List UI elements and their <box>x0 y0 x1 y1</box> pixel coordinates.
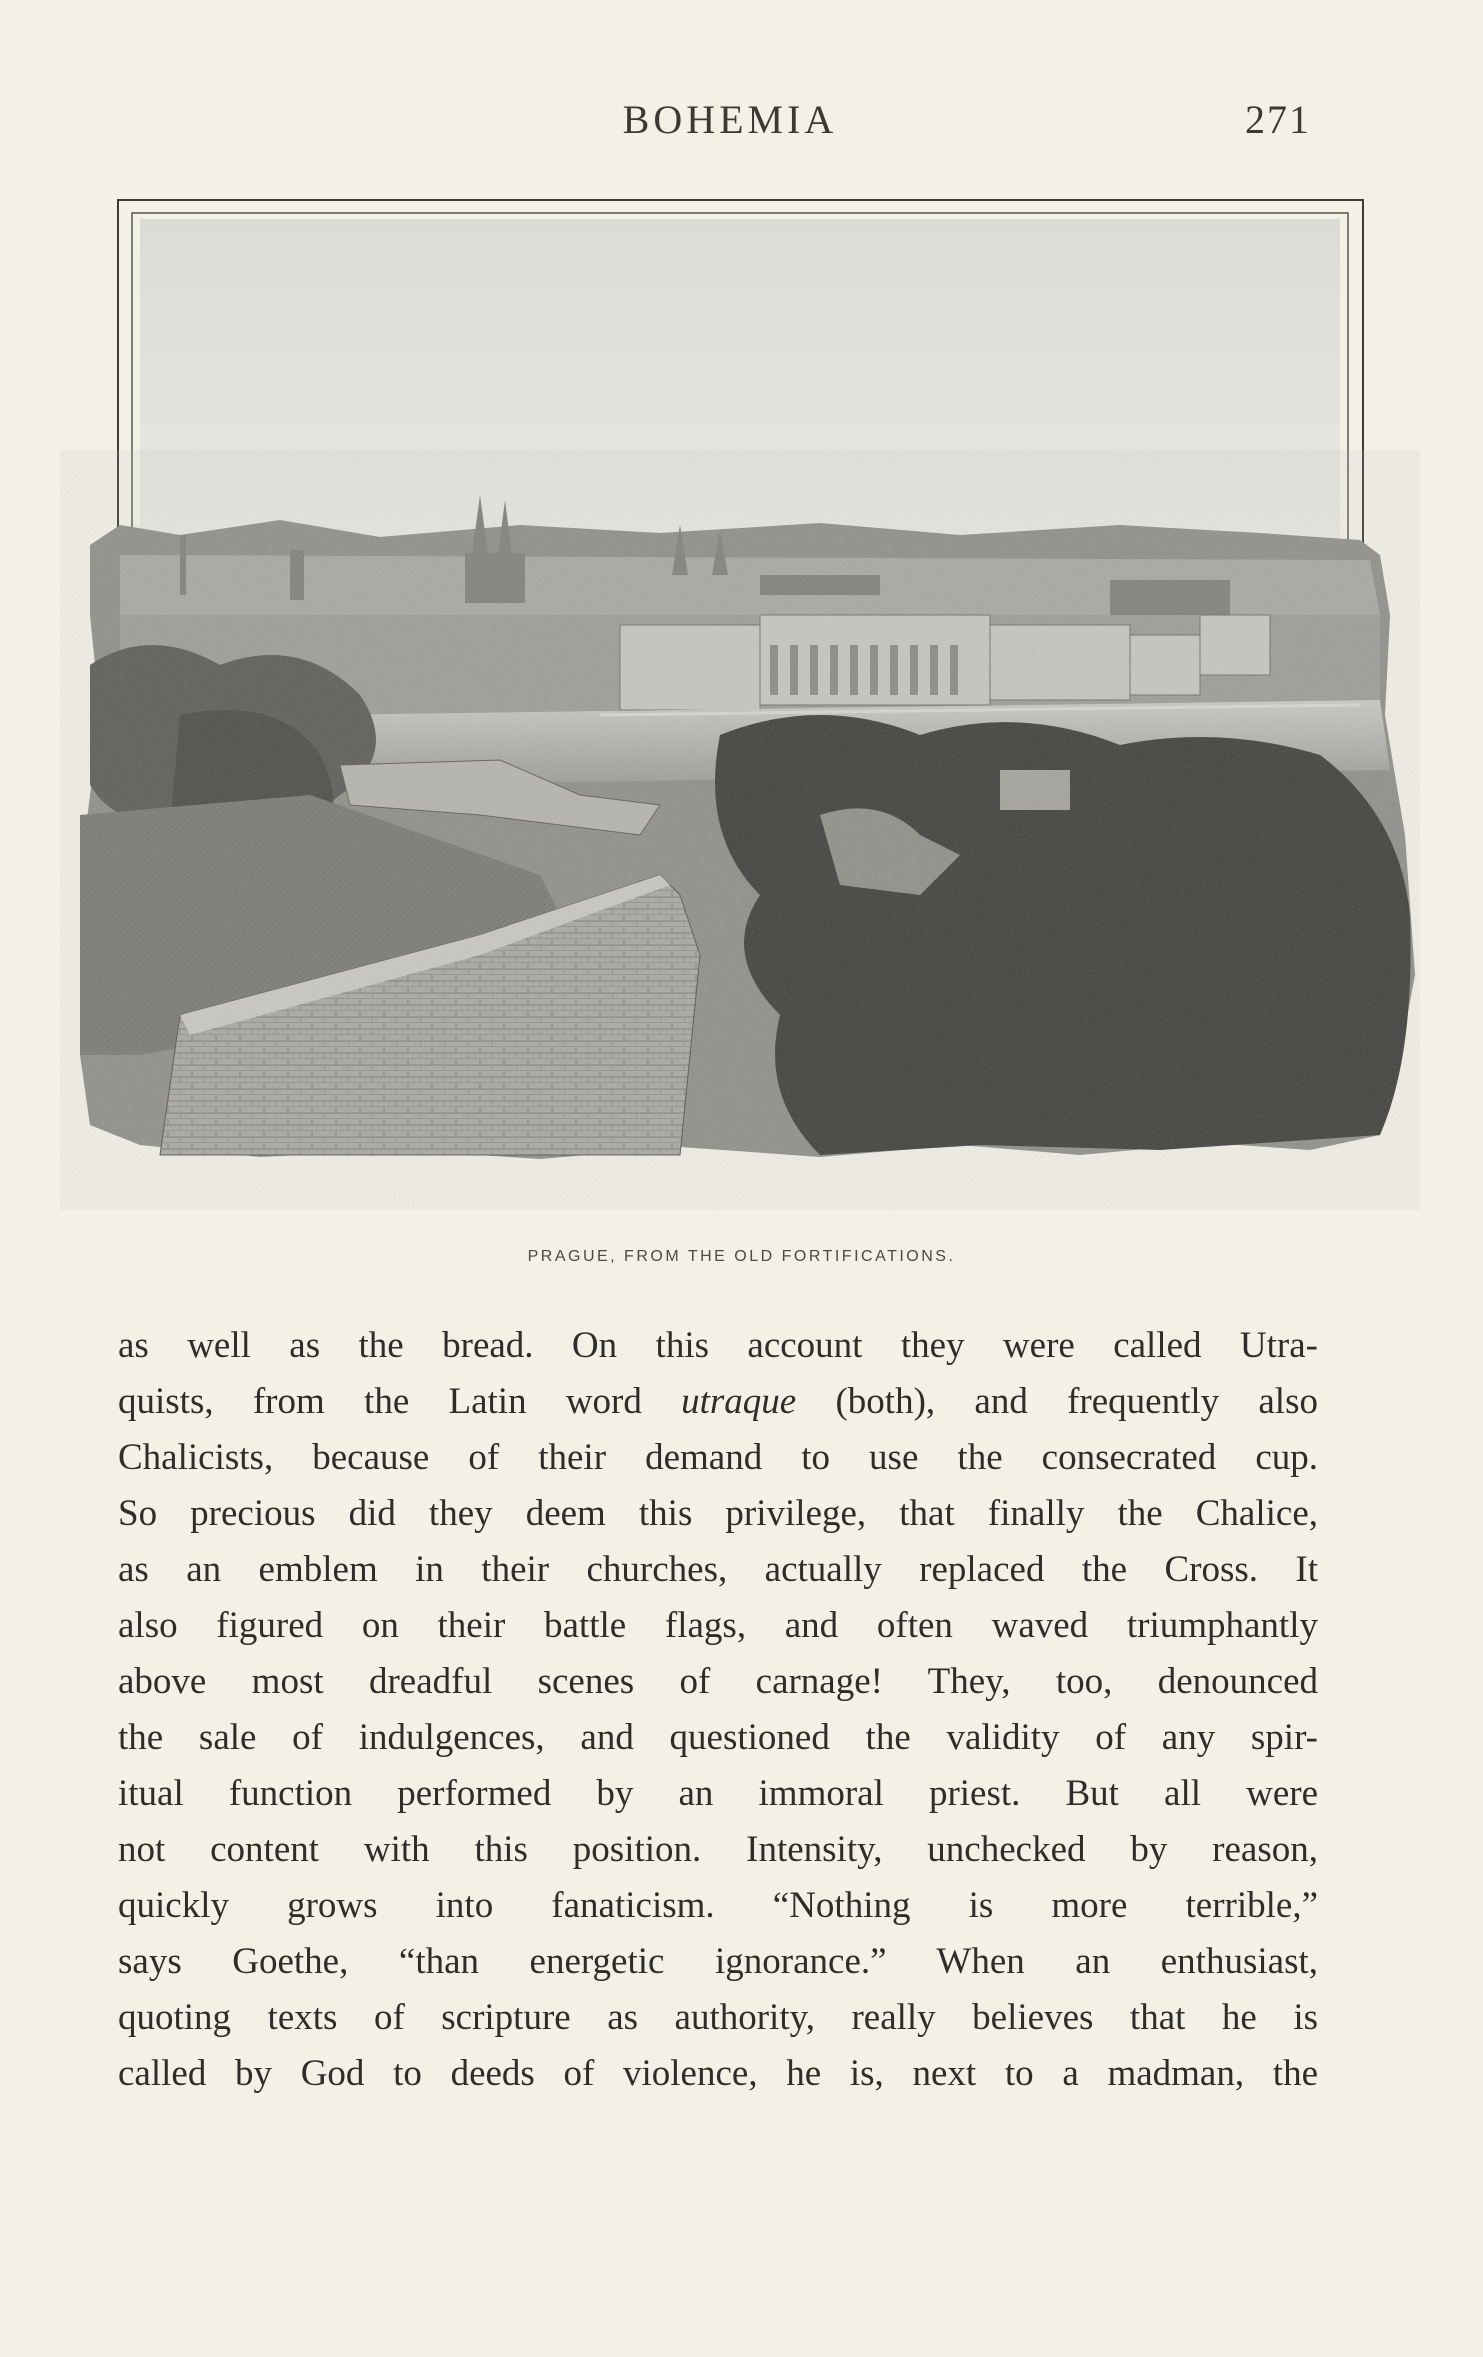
text-line: also figured on their battle flags, and often waved triumphantly <box>118 1605 1318 1646</box>
text-line: So precious did they deem this privilege, that finally the Chalice, <box>118 1493 1318 1534</box>
text-line: above most dreadful scenes of carnage! They, too, denounced <box>118 1661 1318 1702</box>
text-line: the sale of indulgences, and questioned the validity of any spir- <box>118 1717 1318 1758</box>
text-line: as well as the bread. On this account they were called Utra- <box>118 1325 1318 1366</box>
italic-term: utraque <box>681 1381 797 1422</box>
text-run: quists, from the Latin word <box>118 1381 682 1422</box>
text-line: called by God to deeds of violence, he is, next to a madman, the <box>118 2053 1318 2094</box>
body-text <box>118 1318 1318 2102</box>
text-line: itual function performed by an immoral priest. But all were <box>118 1773 1318 1814</box>
text-line: Chalicists, because of their demand to use the consecrated cup. <box>118 1437 1318 1478</box>
text-line <box>118 1374 1318 1430</box>
text-line: says Goethe, “than energetic ignorance.” When an enthusiast, <box>118 1941 1318 1982</box>
text-line: quoting texts of scripture as authority, really believes that he is <box>118 1997 1318 2038</box>
text-line: quickly grows into fanaticism. “Nothing is more terrible,” <box>118 1885 1318 1926</box>
text-line: as an emblem in their churches, actually replaced the Cross. It <box>118 1549 1318 1590</box>
text-line: not content with this position. Intensity, unchecked by reason, <box>118 1829 1318 1870</box>
engraving-image <box>60 195 1420 1210</box>
figure-caption: PRAGUE, FROM THE OLD FORTIFICATIONS. <box>527 1248 956 1265</box>
text-run: (both), and frequently also <box>796 1381 1318 1422</box>
page-number: 271 <box>1245 97 1311 142</box>
running-title: BOHEMIA <box>622 97 838 142</box>
running-head <box>0 96 1483 156</box>
prague-engraving <box>60 195 1420 1210</box>
